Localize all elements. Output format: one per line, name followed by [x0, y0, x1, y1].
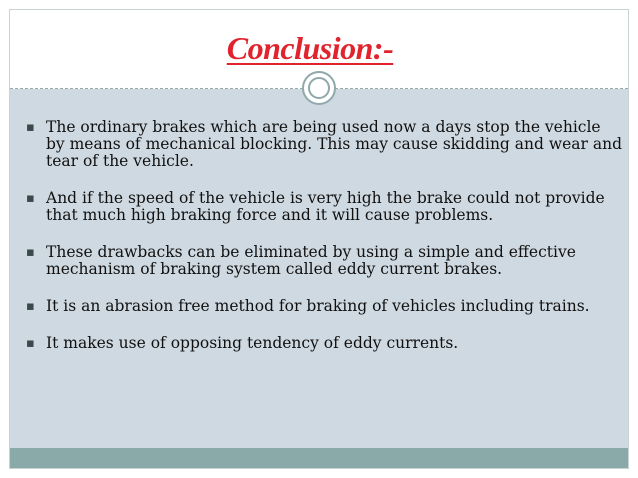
slide-title: Conclusion:- [226, 30, 394, 66]
bullet-item [24, 119, 624, 170]
square-bullet-icon: ▪ [26, 336, 35, 351]
bullet-item [24, 335, 624, 352]
content-area [10, 89, 628, 448]
bullet-text: It makes use of opposing tendency of eddy currents. [46, 334, 459, 352]
bullet-text: These drawbacks can be eliminated by using a simple and effective mechanism of braking system called eddy current brakes. [46, 243, 576, 278]
square-bullet-icon: ▪ [26, 120, 35, 135]
bullet-text: The ordinary brakes which are being used now a days stop the vehicle by means of mechanical blocking. This may cause skidding and wear and tear of the vehicle. [46, 118, 623, 170]
bullet-text: It is an abrasion free method for braking of vehicles including trains. [46, 297, 590, 315]
bullet-text: And if the speed of the vehicle is very high the brake could not provide that much high braking force and it will cause problems. [46, 189, 605, 224]
square-bullet-icon: ▪ [26, 191, 35, 206]
bullet-item [24, 190, 624, 224]
bullet-item [24, 298, 624, 315]
bullet-item [24, 244, 624, 278]
square-bullet-icon: ▪ [26, 245, 35, 260]
bullet-list [24, 119, 624, 372]
double-circle-icon [302, 71, 336, 105]
footer-band [10, 448, 628, 468]
square-bullet-icon: ▪ [26, 299, 35, 314]
